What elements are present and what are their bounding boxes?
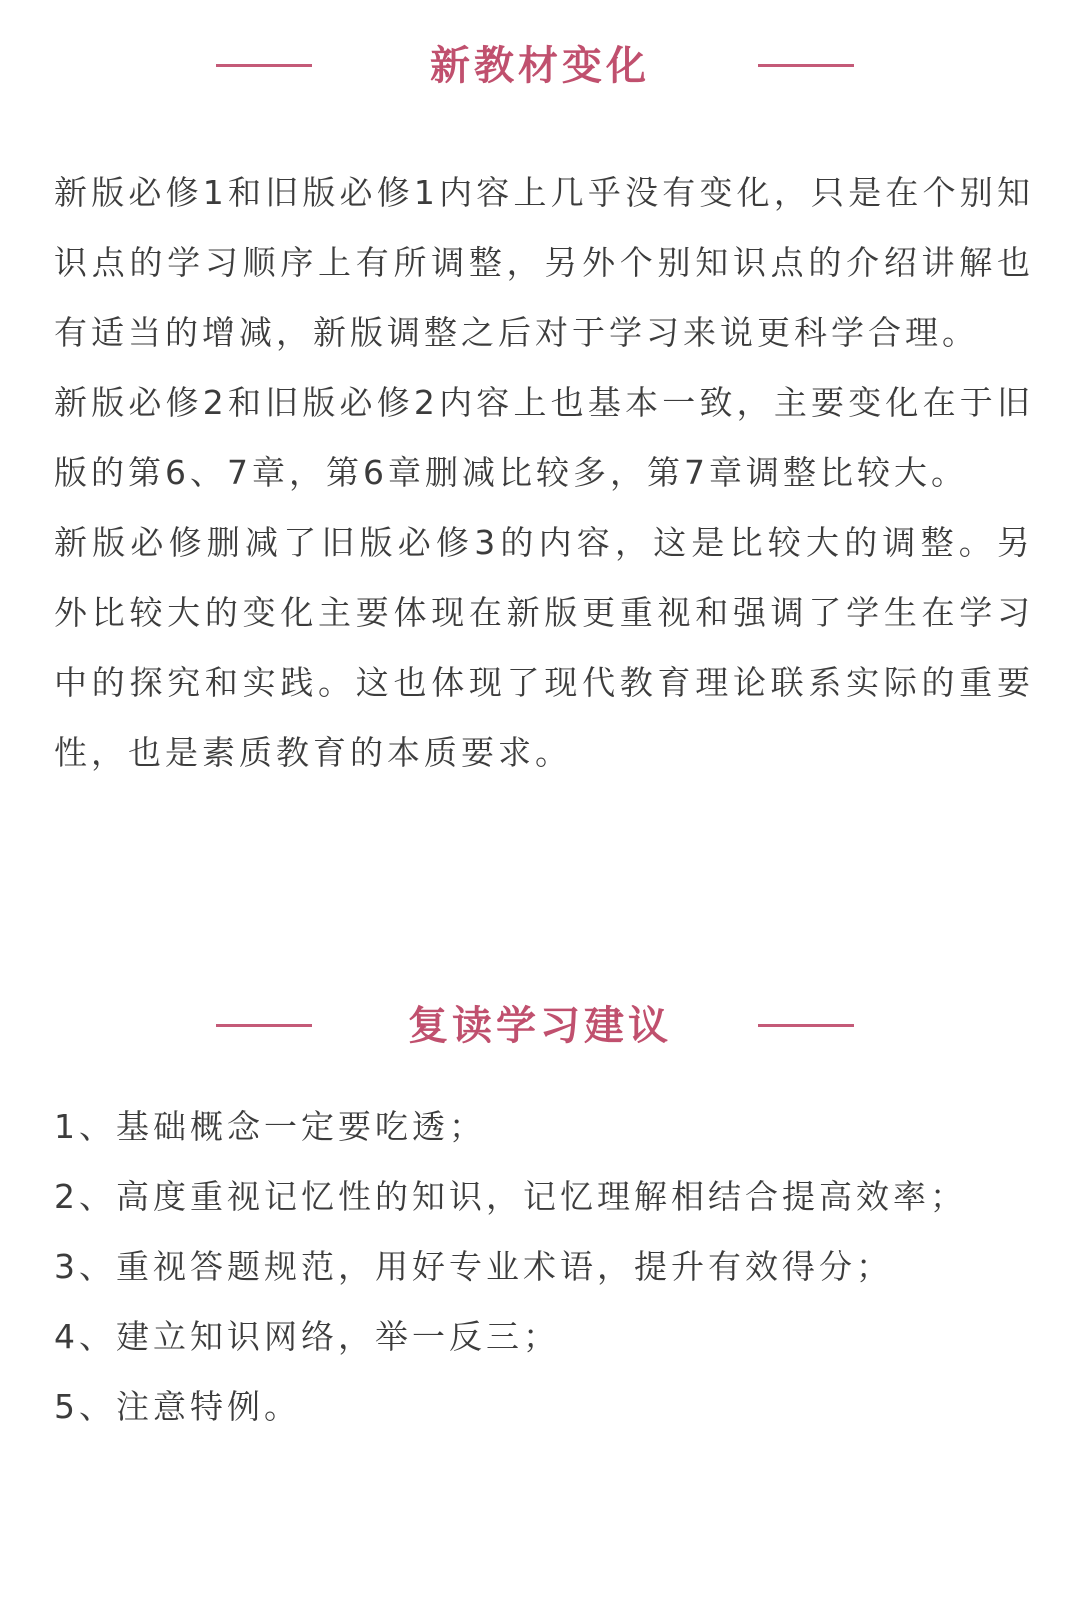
section-title-study-advice: 复读学习建议	[408, 1002, 672, 1049]
list-item: 2、高度重视记忆性的知识，记忆理解相结合提高效率；	[54, 1177, 967, 1216]
section-header-new-textbook	[0, 36, 1080, 96]
paragraph-compulsory-3: 新版必修删减了旧版必修3的内容，这是比较大的调整。另外比较大的变化主要体现在新版更重视和强调了学生在学习中的探究和实践。这也体现了现代教育理论联系实际的重要性，也是素质教育的本质要求。	[54, 523, 1034, 772]
study-advice-list	[54, 1092, 1034, 1442]
paragraph-compulsory-1: 新版必修1和旧版必修1内容上几乎没有变化，只是在个别知识点的学习顺序上有所调整，另外个别知识点的介绍讲解也有适当的增减，新版调整之后对于学习来说更科学合理。	[54, 173, 1034, 352]
list-item: 1、基础概念一定要吃透；	[54, 1107, 486, 1146]
section-title-new-textbook: 新教材变化	[430, 42, 650, 89]
paragraph-compulsory-2: 新版必修2和旧版必修2内容上也基本一致，主要变化在于旧版的第6、7章，第6章删减比较多，第7章调整比较大。	[54, 383, 1034, 492]
new-textbook-changes-body	[54, 158, 1034, 788]
list-item: 5、注意特例。	[54, 1387, 301, 1426]
list-item: 4、建立知识网络，举一反三；	[54, 1317, 560, 1356]
section-header-study-advice	[0, 996, 1080, 1056]
header-rule-right	[758, 1024, 854, 1027]
list-item: 3、重视答题规范，用好专业术语，提升有效得分；	[54, 1247, 893, 1286]
header-rule-right	[758, 64, 854, 67]
